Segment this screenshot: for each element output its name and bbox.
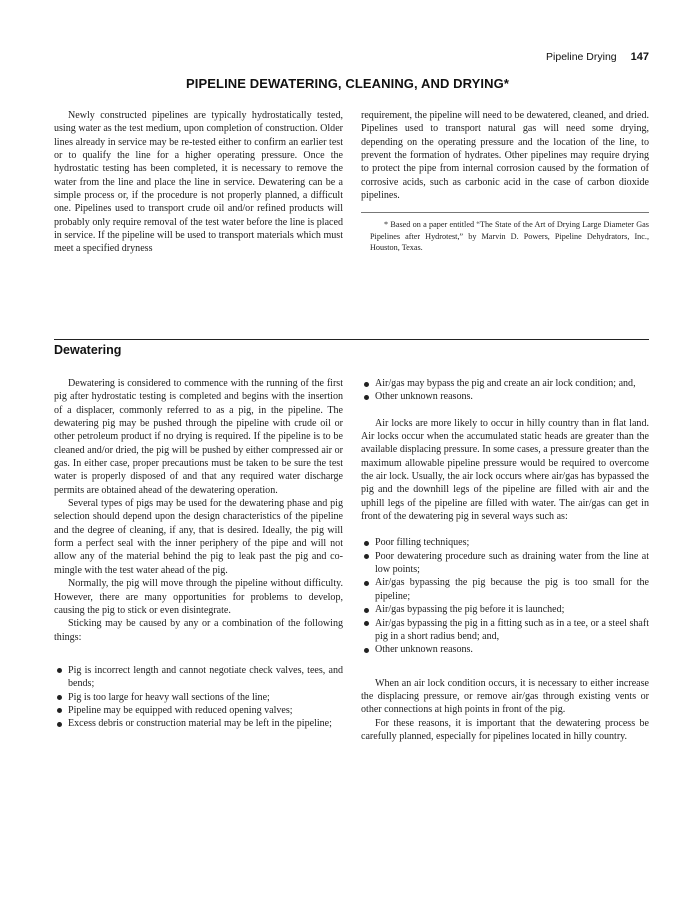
paragraph: For these reasons, it is important that the dewatering process be carefully planned, especially for pipelines located in hilly country.	[361, 717, 649, 742]
list-item	[361, 536, 649, 549]
bullet-icon	[57, 668, 62, 673]
paragraph: Several types of pigs may be used for the dewatering phase and pig selection should depend upon the design characteristics of the pipeline and the degree of cleaning, if any, that is desired. Ideally, the pig will form a perfect seal with the inner periphery of the pipe and will not allow any of the material behind the pig to leak past the pig and co-mingle with the test water ahead of the pig.	[54, 498, 343, 576]
running-head	[546, 51, 649, 63]
intro-right-column	[361, 109, 649, 253]
air-lock-causes-list	[361, 536, 649, 656]
list-item-text: Excess debris or construction material may be left in the pipeline;	[68, 718, 332, 730]
list-item-text: Air/gas may bypass the pig and create an air lock condition; and,	[375, 378, 636, 389]
running-title: Pipeline Drying	[546, 51, 617, 63]
intro-paragraph-continued: requirement, the pipeline will need to be dewatered, cleaned, and dried. Pipelines used to transport natural gas will need some drying, depending on the operating pressure and the location of the line, to prevent the formation of hydrates. Other pipelines may require drying to protect the pipe from internal corrosion caused by the formation of corrosive acids, such as carbonic acid in the case of carbon dioxide pipelines.	[361, 110, 649, 202]
bullet-icon	[364, 581, 369, 586]
paragraph: When an air lock condition occurs, it is necessary to either increase the displacing pressure, or remove air/gas through existing vents or other connections at high points in front of the pig.	[361, 677, 649, 716]
list-item-text: Other unknown reasons.	[375, 644, 473, 656]
bullet-icon	[57, 695, 62, 700]
intro-paragraph: Newly constructed pipelines are typically hydrostatically tested, using water as the test medium, upon completion of construction. Older lines already in service may be re-tested either to confirm an earlier test or to qualify the line for a higher operating pressure. Once the hydrostatic testing has been completed, it is necessary to remove the water from the line and place the line in service. Dewatering can be a simple process or, if the procedure is not properly planned, a difficult one. Pipelines used to transport crude oil and/or refined products will probably only require removal of the test water before the line is placed in service. If the pipeline will be used to transport materials which must meet a specified dryness	[54, 110, 343, 255]
list-item	[361, 576, 649, 603]
spacer	[361, 657, 649, 677]
dewatering-right-column	[361, 377, 649, 743]
paragraph: Dewatering is considered to commence with the running of the first pig after hydrostatic testing is completed and begins with the insertion of a displacer, commonly referred to as a pig, in the pipeline. The dewatering pig may be pushed through the pipeline with crude oil or other petroleum product if no drying is required. If the pipeline is to be cleaned and/or dried, the pig will be pushed by either compressed air or gas. In either case, proper precautions must be taken to be sure the test water is properly disposed of and that any required water discharge permits are obtained ahead of the dewatering operation.	[54, 378, 343, 496]
list-item	[54, 717, 343, 730]
paragraph: Normally, the pig will move through the pipeline without difficulty. However, there are many opportunities for problems to develop, causing the pig to stick or even disintegrate.	[54, 578, 343, 616]
intro-left-column	[54, 109, 343, 256]
bullet-icon	[364, 395, 369, 400]
sticking-causes-list	[54, 664, 343, 731]
list-item-text: Pig is too large for heavy wall sections of the line;	[68, 691, 270, 703]
list-item-text: Air/gas bypassing the pig before it is launched;	[375, 604, 565, 616]
list-item-text: Air/gas bypassing the pig because the pig is too small for the pipeline;	[375, 577, 649, 602]
bullet-icon	[364, 382, 369, 387]
paragraph: Air locks are more likely to occur in hilly country than in flat land. Air locks occur when the accumulated static heads are greater than the available displacing pressure. In some cases, a pressure greater than the maximum allowable pipeline pressure would be required to overcome the air lock. Usually, the air lock occurs where air/gas has bypassed the pig and the downhill legs of the pipeline are filled with air and the uphill legs of the pipeline are filled with water. The air/gas can get in front of the dewatering pig in several ways such as:	[361, 417, 649, 523]
paragraph: Sticking may be caused by any or a combination of the following things:	[54, 618, 343, 643]
bullet-icon	[364, 621, 369, 626]
list-item	[54, 691, 343, 704]
footnote-divider	[361, 212, 649, 213]
spacer	[361, 523, 649, 536]
page-number: 147	[630, 51, 649, 63]
list-item	[361, 603, 649, 616]
bullet-icon	[364, 648, 369, 653]
list-item-text: Other unknown reasons.	[375, 391, 473, 403]
section-heading: Dewatering	[54, 343, 122, 357]
list-item	[54, 664, 343, 691]
bullet-icon	[364, 608, 369, 613]
list-item	[361, 643, 649, 656]
section-divider	[54, 339, 649, 340]
list-item	[361, 550, 649, 577]
list-item	[361, 617, 649, 644]
list-item	[361, 377, 649, 390]
bullet-icon	[364, 541, 369, 546]
spacer	[54, 644, 343, 664]
bullet-icon	[57, 708, 62, 713]
chapter-title: PIPELINE DEWATERING, CLEANING, AND DRYING*	[186, 76, 509, 91]
list-item-text: Poor dewatering procedure such as draining water from the line at low points;	[375, 550, 649, 576]
list-item-text: Pig is incorrect length and cannot negotiate check valves, tees, and bends;	[68, 664, 343, 690]
sticking-causes-list-continued	[361, 377, 649, 404]
list-item-text: Poor filling techniques;	[375, 537, 470, 549]
bullet-icon	[364, 554, 369, 559]
list-item-text: Air/gas bypassing the pig in a fitting such as in a tee, or a steel shaft pig in a short radius bend; and,	[375, 617, 649, 642]
spacer	[361, 404, 649, 417]
list-item	[361, 390, 649, 403]
dewatering-left-column	[54, 377, 343, 731]
list-item	[54, 704, 343, 717]
footnote: * Based on a paper entitled “The State of the Art of Drying Large Diameter Gas Pipelines after Hydrotest,” by Marvin D. Powers, Pipeline Dehydrators, Inc., Houston, Texas.	[370, 220, 649, 252]
list-item-text: Pipeline may be equipped with reduced opening valves;	[68, 704, 293, 716]
bullet-icon	[57, 722, 62, 727]
